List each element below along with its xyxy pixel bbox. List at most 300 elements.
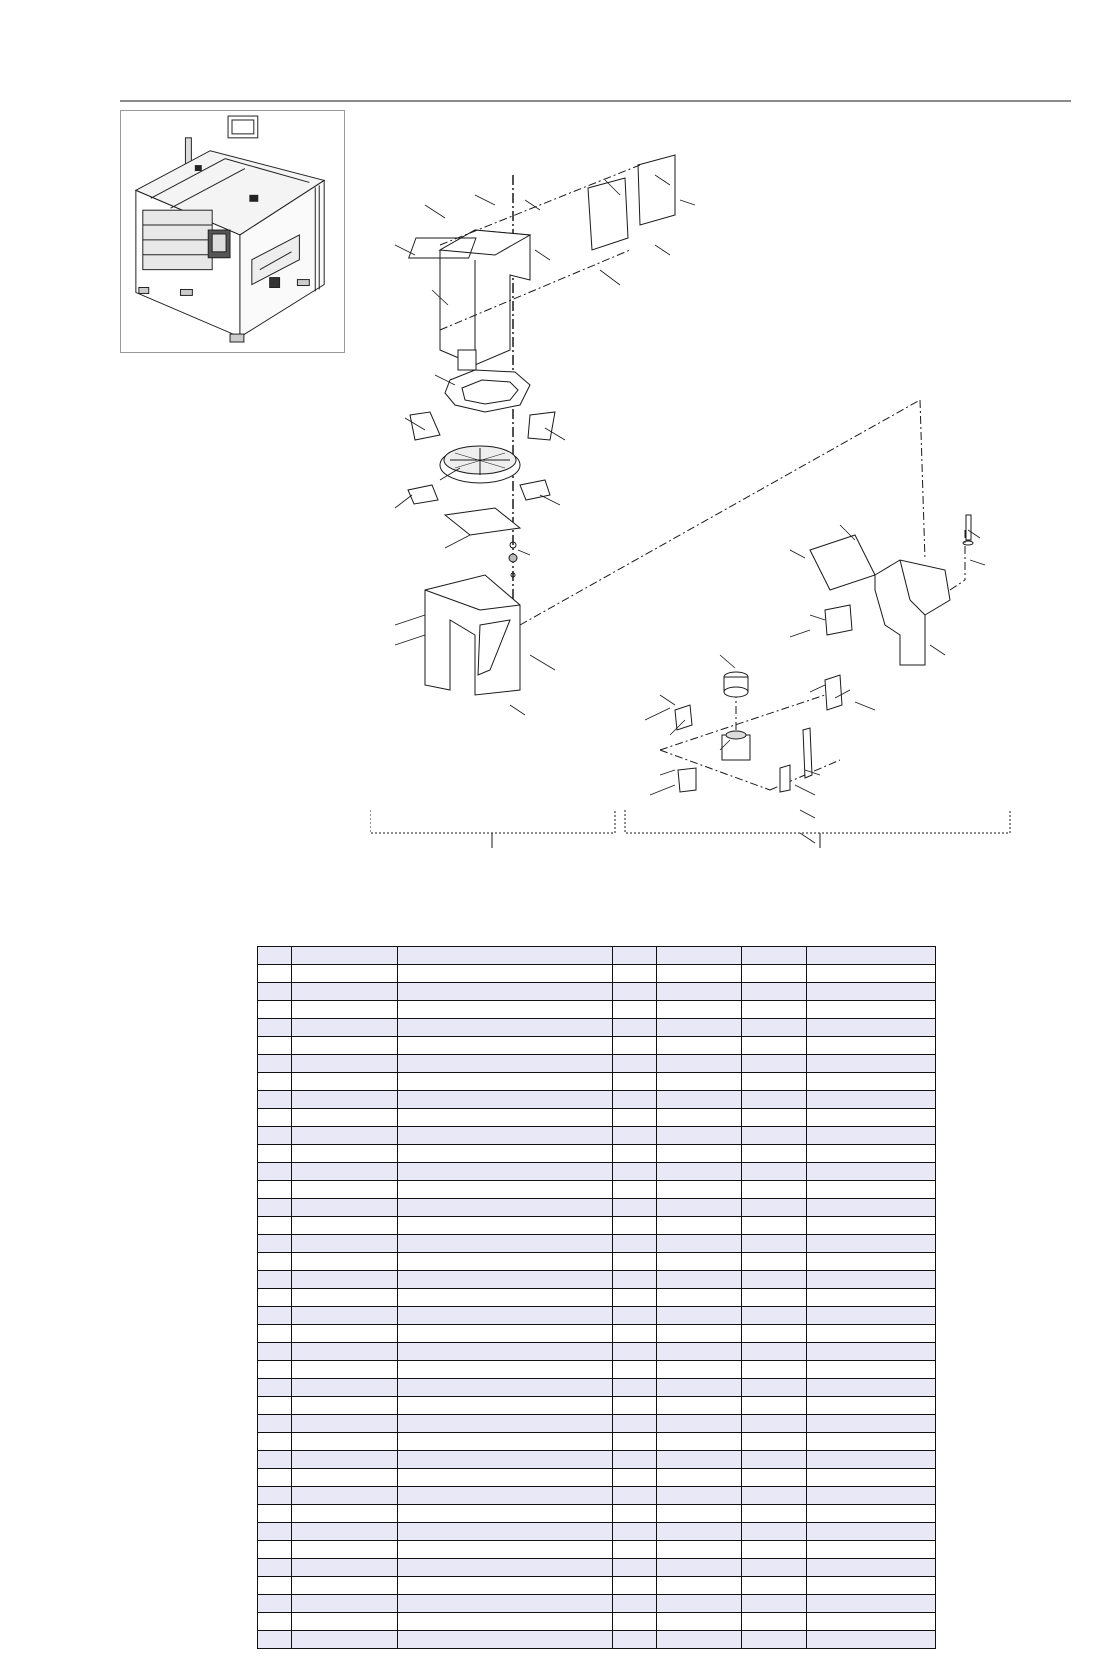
table-cell <box>657 1055 742 1073</box>
table-cell <box>807 1451 936 1469</box>
table-cell <box>613 1343 657 1361</box>
table-cell <box>258 1055 292 1073</box>
table-cell <box>657 983 742 1001</box>
table-cell <box>292 1289 398 1307</box>
table-cell <box>398 1037 613 1055</box>
table-cell <box>742 1613 807 1631</box>
table-cell <box>398 1379 613 1397</box>
table-cell <box>613 1163 657 1181</box>
table-cell <box>657 1577 742 1595</box>
table-cell <box>742 983 807 1001</box>
table-row <box>258 1415 936 1433</box>
table-cell <box>807 1181 936 1199</box>
table-row <box>258 965 936 983</box>
table-cell <box>613 983 657 1001</box>
table-cell <box>742 1001 807 1019</box>
table-cell <box>742 1361 807 1379</box>
table-cell <box>657 947 742 965</box>
table-cell <box>657 1109 742 1127</box>
table-cell <box>398 1577 613 1595</box>
table-cell <box>657 1487 742 1505</box>
table-cell <box>807 1379 936 1397</box>
table-cell <box>258 947 292 965</box>
table-cell <box>398 1001 613 1019</box>
table-cell <box>657 1163 742 1181</box>
table-cell <box>613 1361 657 1379</box>
table-cell <box>292 1595 398 1613</box>
table-cell <box>258 1325 292 1343</box>
table-cell <box>292 1271 398 1289</box>
table-cell <box>742 1127 807 1145</box>
table-cell <box>807 947 936 965</box>
table-row <box>258 1595 936 1613</box>
table-cell <box>258 1577 292 1595</box>
table-cell <box>742 1397 807 1415</box>
table-row <box>258 1055 936 1073</box>
exploded-view-svg <box>370 150 1080 900</box>
table-cell <box>657 1037 742 1055</box>
table-cell <box>258 1037 292 1055</box>
table-cell <box>742 1037 807 1055</box>
table-cell <box>613 1397 657 1415</box>
table-cell <box>292 1613 398 1631</box>
table-cell <box>398 1397 613 1415</box>
table-cell <box>613 1469 657 1487</box>
table-cell <box>657 1127 742 1145</box>
table-cell <box>613 1073 657 1091</box>
table-cell <box>742 1433 807 1451</box>
table-cell <box>742 1109 807 1127</box>
table-cell <box>292 1541 398 1559</box>
table-cell <box>657 1613 742 1631</box>
table-cell <box>807 1271 936 1289</box>
table-cell <box>807 1487 936 1505</box>
table-cell <box>398 1325 613 1343</box>
table-cell <box>613 1235 657 1253</box>
table-cell <box>807 1397 936 1415</box>
table-cell <box>807 1289 936 1307</box>
table-cell <box>292 1343 398 1361</box>
table-cell <box>292 1109 398 1127</box>
header-rule <box>120 100 1071 102</box>
table-cell <box>807 1613 936 1631</box>
table-cell <box>258 1127 292 1145</box>
table-cell <box>657 1145 742 1163</box>
table-cell <box>398 1163 613 1181</box>
table-row <box>258 1073 936 1091</box>
table-cell <box>807 1235 936 1253</box>
table-cell <box>258 1433 292 1451</box>
machine-overview-image <box>120 110 345 353</box>
table-cell <box>613 1271 657 1289</box>
table-cell <box>742 1379 807 1397</box>
table-cell <box>613 1253 657 1271</box>
table-cell <box>398 1451 613 1469</box>
table-row <box>258 947 936 965</box>
parts-table-body <box>258 947 936 1649</box>
table-cell <box>292 965 398 983</box>
table-cell <box>292 1235 398 1253</box>
table-cell <box>258 1289 292 1307</box>
table-cell <box>613 1325 657 1343</box>
table-cell <box>657 1073 742 1091</box>
table-row <box>258 1199 936 1217</box>
table-cell <box>258 1631 292 1649</box>
table-cell <box>398 1505 613 1523</box>
table-cell <box>398 1271 613 1289</box>
table-cell <box>292 1325 398 1343</box>
table-cell <box>657 1271 742 1289</box>
table-cell <box>657 1595 742 1613</box>
table-cell <box>258 1163 292 1181</box>
table-cell <box>807 1091 936 1109</box>
table-cell <box>258 1217 292 1235</box>
exploded-parts-drawing <box>370 150 1080 900</box>
table-cell <box>258 1091 292 1109</box>
table-row <box>258 1613 936 1631</box>
table-cell <box>657 1451 742 1469</box>
table-cell <box>742 1631 807 1649</box>
table-cell <box>742 1199 807 1217</box>
machine-overview-drawing <box>121 111 344 352</box>
table-cell <box>292 1577 398 1595</box>
table-row <box>258 1631 936 1649</box>
table-cell <box>657 1019 742 1037</box>
table-cell <box>807 1109 936 1127</box>
table-cell <box>742 1325 807 1343</box>
table-cell <box>807 1361 936 1379</box>
table-cell <box>258 1019 292 1037</box>
table-cell <box>613 1307 657 1325</box>
table-cell <box>258 1613 292 1631</box>
table-cell <box>292 1073 398 1091</box>
table-cell <box>613 1091 657 1109</box>
table-cell <box>292 947 398 965</box>
table-cell <box>742 1217 807 1235</box>
table-cell <box>742 1559 807 1577</box>
table-cell <box>398 1307 613 1325</box>
table-cell <box>398 1595 613 1613</box>
table-cell <box>613 1505 657 1523</box>
table-cell <box>657 965 742 983</box>
table-row <box>258 1217 936 1235</box>
table-cell <box>613 1631 657 1649</box>
table-cell <box>657 1253 742 1271</box>
table-cell <box>657 1631 742 1649</box>
table-row <box>258 1325 936 1343</box>
table-cell <box>398 1091 613 1109</box>
table-cell <box>398 1109 613 1127</box>
table-row <box>258 983 936 1001</box>
table-cell <box>398 1199 613 1217</box>
table-cell <box>292 1487 398 1505</box>
table-cell <box>807 1001 936 1019</box>
table-cell <box>657 1415 742 1433</box>
table-cell <box>613 1001 657 1019</box>
table-cell <box>258 1001 292 1019</box>
table-cell <box>398 1559 613 1577</box>
table-cell <box>613 1289 657 1307</box>
table-cell <box>657 1343 742 1361</box>
table-row <box>258 1523 936 1541</box>
table-cell <box>657 1307 742 1325</box>
table-cell <box>742 1055 807 1073</box>
table-row <box>258 1487 936 1505</box>
table-cell <box>292 1217 398 1235</box>
table-cell <box>807 1343 936 1361</box>
table-cell <box>292 1091 398 1109</box>
table-cell <box>742 947 807 965</box>
table-cell <box>398 1055 613 1073</box>
table-cell <box>292 1469 398 1487</box>
table-row <box>258 1505 936 1523</box>
table-cell <box>398 983 613 1001</box>
table-row <box>258 1577 936 1595</box>
table-cell <box>292 1253 398 1271</box>
table-row <box>258 1541 936 1559</box>
table-cell <box>292 1397 398 1415</box>
table-cell <box>742 1145 807 1163</box>
table-cell <box>398 1541 613 1559</box>
table-cell <box>398 1145 613 1163</box>
table-cell <box>657 1469 742 1487</box>
table-cell <box>657 1433 742 1451</box>
table-cell <box>258 1559 292 1577</box>
table-cell <box>292 1145 398 1163</box>
table-cell <box>742 965 807 983</box>
table-cell <box>398 1235 613 1253</box>
table-cell <box>292 1361 398 1379</box>
table-cell <box>807 1325 936 1343</box>
table-cell <box>807 1415 936 1433</box>
table-cell <box>398 1217 613 1235</box>
table-cell <box>258 1397 292 1415</box>
table-cell <box>292 1631 398 1649</box>
table-cell <box>807 1631 936 1649</box>
table-cell <box>742 1541 807 1559</box>
table-cell <box>807 1037 936 1055</box>
table-cell <box>292 1505 398 1523</box>
table-cell <box>807 1469 936 1487</box>
table-cell <box>258 1145 292 1163</box>
table-cell <box>742 1595 807 1613</box>
table-cell <box>807 1163 936 1181</box>
table-cell <box>613 1379 657 1397</box>
table-row <box>258 1271 936 1289</box>
table-cell <box>292 1019 398 1037</box>
table-cell <box>807 1577 936 1595</box>
table-row <box>258 1289 936 1307</box>
table-cell <box>613 1037 657 1055</box>
table-row <box>258 1127 936 1145</box>
table-cell <box>258 1505 292 1523</box>
table-row <box>258 1019 936 1037</box>
table-cell <box>613 1433 657 1451</box>
table-cell <box>742 1091 807 1109</box>
table-cell <box>258 1109 292 1127</box>
table-cell <box>258 1235 292 1253</box>
table-cell <box>657 1217 742 1235</box>
table-cell <box>807 1505 936 1523</box>
table-cell <box>613 1199 657 1217</box>
table-cell <box>657 1289 742 1307</box>
table-cell <box>258 1307 292 1325</box>
table-cell <box>258 1595 292 1613</box>
table-cell <box>258 1181 292 1199</box>
table-cell <box>613 1541 657 1559</box>
table-cell <box>742 1307 807 1325</box>
table-row <box>258 1397 936 1415</box>
table-cell <box>657 1235 742 1253</box>
table-cell <box>258 1199 292 1217</box>
table-cell <box>613 1019 657 1037</box>
table-cell <box>742 1289 807 1307</box>
table-cell <box>807 1541 936 1559</box>
table-row <box>258 1379 936 1397</box>
table-cell <box>657 1325 742 1343</box>
table-cell <box>398 1469 613 1487</box>
table-cell <box>657 1541 742 1559</box>
table-cell <box>292 1559 398 1577</box>
table-cell <box>292 1433 398 1451</box>
table-cell <box>613 1451 657 1469</box>
table-cell <box>807 1217 936 1235</box>
table-row <box>258 1091 936 1109</box>
table-cell <box>807 1595 936 1613</box>
table-cell <box>613 1055 657 1073</box>
table-row <box>258 1469 936 1487</box>
table-cell <box>742 1523 807 1541</box>
table-cell <box>613 1559 657 1577</box>
table-cell <box>398 1073 613 1091</box>
table-cell <box>807 1559 936 1577</box>
table-cell <box>807 965 936 983</box>
table-row <box>258 1163 936 1181</box>
table-cell <box>258 1073 292 1091</box>
table-row <box>258 1145 936 1163</box>
table-cell <box>807 983 936 1001</box>
table-cell <box>742 1163 807 1181</box>
table-cell <box>398 965 613 983</box>
table-row <box>258 1235 936 1253</box>
table-cell <box>292 1037 398 1055</box>
table-cell <box>398 1289 613 1307</box>
table-cell <box>292 1181 398 1199</box>
table-row <box>258 1433 936 1451</box>
table-row <box>258 1451 936 1469</box>
table-row <box>258 1559 936 1577</box>
table-cell <box>657 1559 742 1577</box>
table-cell <box>613 1127 657 1145</box>
table-cell <box>292 1001 398 1019</box>
table-cell <box>398 1253 613 1271</box>
table-cell <box>742 1505 807 1523</box>
table-cell <box>292 1307 398 1325</box>
table-cell <box>657 1397 742 1415</box>
table-cell <box>398 1415 613 1433</box>
table-cell <box>807 1055 936 1073</box>
table-cell <box>613 1145 657 1163</box>
table-cell <box>398 1631 613 1649</box>
table-cell <box>807 1073 936 1091</box>
table-cell <box>258 1253 292 1271</box>
table-cell <box>398 1433 613 1451</box>
table-cell <box>292 1523 398 1541</box>
table-cell <box>613 1181 657 1199</box>
table-cell <box>258 1343 292 1361</box>
table-cell <box>292 1163 398 1181</box>
table-cell <box>613 1613 657 1631</box>
table-cell <box>807 1307 936 1325</box>
table-cell <box>292 1379 398 1397</box>
table-cell <box>807 1433 936 1451</box>
table-cell <box>742 1415 807 1433</box>
table-cell <box>398 1613 613 1631</box>
table-cell <box>807 1127 936 1145</box>
table-cell <box>398 1523 613 1541</box>
table-cell <box>398 1487 613 1505</box>
table-cell <box>613 1415 657 1433</box>
table-row <box>258 1181 936 1199</box>
table-cell <box>613 1595 657 1613</box>
table-cell <box>742 1073 807 1091</box>
table-cell <box>613 947 657 965</box>
table-row <box>258 1253 936 1271</box>
table-cell <box>258 1379 292 1397</box>
table-cell <box>613 1523 657 1541</box>
table-cell <box>398 1343 613 1361</box>
table-cell <box>742 1235 807 1253</box>
table-cell <box>258 983 292 1001</box>
table-cell <box>742 1019 807 1037</box>
table-cell <box>657 1523 742 1541</box>
table-cell <box>398 1181 613 1199</box>
table-cell <box>657 1505 742 1523</box>
table-cell <box>258 1361 292 1379</box>
table-cell <box>258 1523 292 1541</box>
parts-list-table <box>257 946 936 1649</box>
table-cell <box>742 1253 807 1271</box>
table-row <box>258 1343 936 1361</box>
table-cell <box>292 1415 398 1433</box>
table-cell <box>807 1145 936 1163</box>
table-cell <box>398 1019 613 1037</box>
table-cell <box>613 965 657 983</box>
table-cell <box>742 1451 807 1469</box>
table-cell <box>742 1343 807 1361</box>
table-cell <box>657 1181 742 1199</box>
table-cell <box>742 1181 807 1199</box>
table-cell <box>258 1541 292 1559</box>
table-cell <box>807 1523 936 1541</box>
table-cell <box>613 1577 657 1595</box>
table-cell <box>292 1055 398 1073</box>
table-cell <box>657 1361 742 1379</box>
table-row <box>258 1307 936 1325</box>
table-cell <box>258 1469 292 1487</box>
table-cell <box>292 1127 398 1145</box>
table-cell <box>807 1199 936 1217</box>
table-row <box>258 1037 936 1055</box>
table-cell <box>398 1361 613 1379</box>
table-cell <box>807 1253 936 1271</box>
table-cell <box>292 1451 398 1469</box>
table-row <box>258 1001 936 1019</box>
table-cell <box>657 1001 742 1019</box>
table-cell <box>258 965 292 983</box>
table-cell <box>258 1415 292 1433</box>
table-cell <box>398 947 613 965</box>
